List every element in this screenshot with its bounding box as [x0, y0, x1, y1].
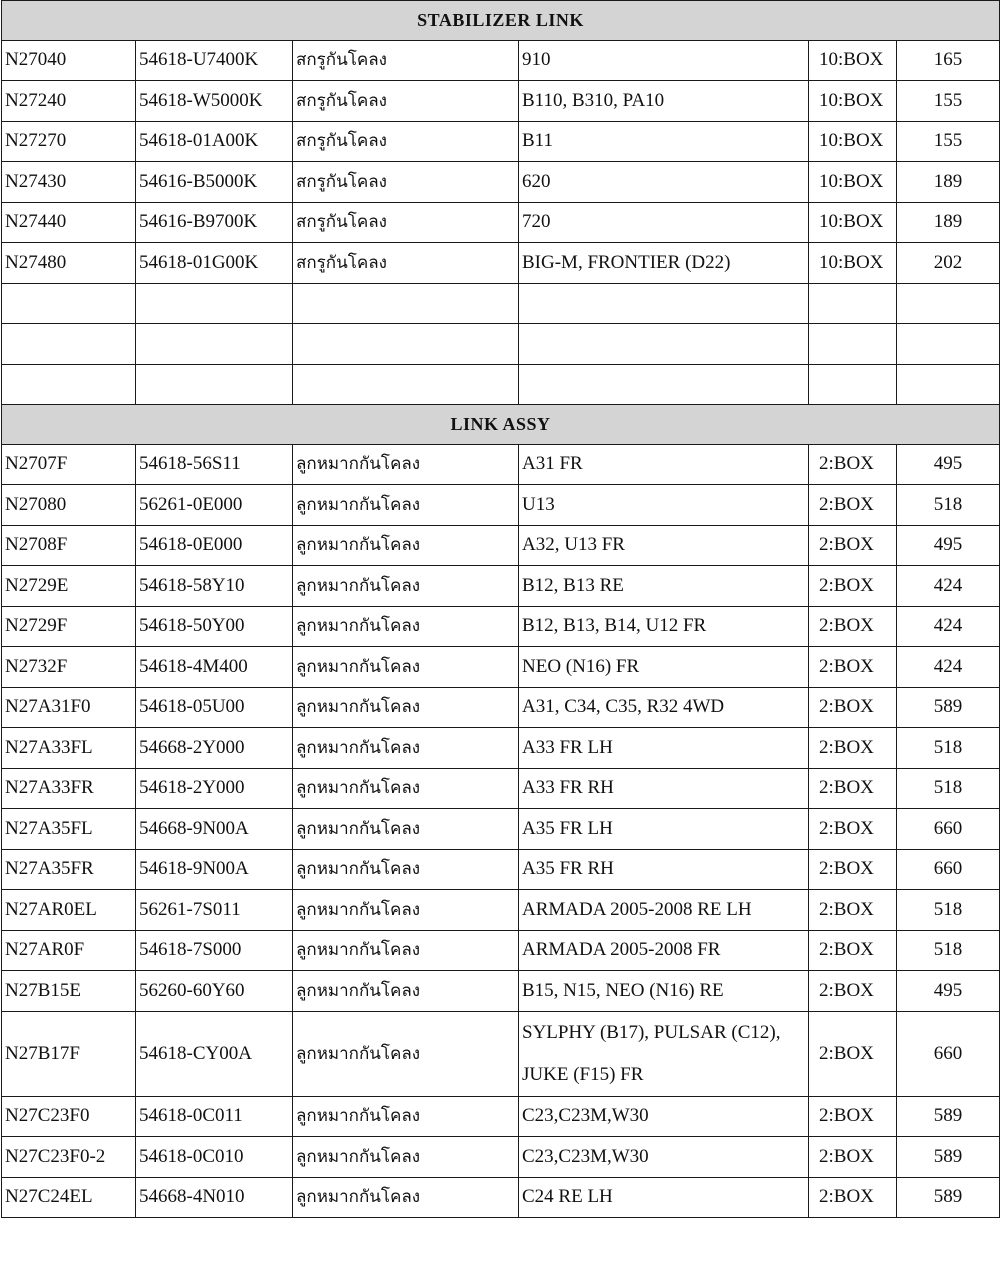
description-cell: ลูกหมากกันโคลง	[293, 687, 519, 728]
pack-unit-cell: 2:BOX	[809, 890, 897, 931]
part-number-cell	[136, 364, 293, 405]
pack-unit-cell: 2:BOX	[809, 1137, 897, 1178]
description-cell: สกรูกันโคลง	[293, 40, 519, 81]
price-cell: 589	[897, 687, 1000, 728]
part-code-cell: N27080	[2, 485, 136, 526]
model-cell: B15, N15, NEO (N16) RE	[519, 971, 809, 1012]
part-number-cell: 54618-01A00K	[136, 121, 293, 162]
model-cell: C23,C23M,W30	[519, 1137, 809, 1178]
pack-unit-cell: 2:BOX	[809, 485, 897, 526]
description-cell	[293, 364, 519, 405]
description-cell	[293, 283, 519, 324]
part-number-cell: 54618-CY00A	[136, 1011, 293, 1096]
description-cell: สกรูกันโคลง	[293, 162, 519, 203]
description-cell: ลูกหมากกันโคลง	[293, 606, 519, 647]
table-row	[2, 890, 1000, 931]
part-number-cell: 56261-0E000	[136, 485, 293, 526]
pack-unit-cell: 10:BOX	[809, 81, 897, 122]
model-cell: SYLPHY (B17), PULSAR (C12), JUKE (F15) FR	[519, 1011, 809, 1096]
price-cell	[897, 283, 1000, 324]
part-code-cell	[2, 283, 136, 324]
part-number-cell: 54618-0C011	[136, 1096, 293, 1137]
pack-unit-cell: 2:BOX	[809, 1011, 897, 1096]
part-number-cell: 54618-9N00A	[136, 849, 293, 890]
price-cell: 495	[897, 971, 1000, 1012]
model-cell: A33 FR RH	[519, 768, 809, 809]
table-row	[2, 849, 1000, 890]
table-row	[2, 243, 1000, 284]
description-cell: ลูกหมากกันโคลง	[293, 1011, 519, 1096]
part-code-cell: N27480	[2, 243, 136, 284]
part-number-cell: 54618-4M400	[136, 647, 293, 688]
model-cell: A33 FR LH	[519, 728, 809, 769]
section-title: LINK ASSY	[2, 405, 1000, 445]
model-cell: C24 RE LH	[519, 1177, 809, 1218]
pack-unit-cell: 2:BOX	[809, 525, 897, 566]
table-row	[2, 1137, 1000, 1178]
part-number-cell: 54618-50Y00	[136, 606, 293, 647]
part-code-cell: N27A35FL	[2, 809, 136, 850]
price-cell: 660	[897, 809, 1000, 850]
description-cell: ลูกหมากกันโคลง	[293, 890, 519, 931]
price-cell: 518	[897, 930, 1000, 971]
price-cell: 155	[897, 121, 1000, 162]
pack-unit-cell: 2:BOX	[809, 809, 897, 850]
part-code-cell: N27270	[2, 121, 136, 162]
model-cell: NEO (N16) FR	[519, 647, 809, 688]
part-number-cell	[136, 283, 293, 324]
description-cell: ลูกหมากกันโคลง	[293, 768, 519, 809]
part-code-cell: N27B17F	[2, 1011, 136, 1096]
table-row	[2, 768, 1000, 809]
part-number-cell: 54616-B9700K	[136, 202, 293, 243]
part-number-cell: 54668-9N00A	[136, 809, 293, 850]
table-row	[2, 81, 1000, 122]
description-cell: ลูกหมากกันโคลง	[293, 525, 519, 566]
part-number-cell: 54668-2Y000	[136, 728, 293, 769]
table-row	[2, 687, 1000, 728]
part-code-cell: N2729F	[2, 606, 136, 647]
part-number-cell: 54618-58Y10	[136, 566, 293, 607]
description-cell: ลูกหมากกันโคลง	[293, 809, 519, 850]
part-number-cell: 54616-B5000K	[136, 162, 293, 203]
description-cell: สกรูกันโคลง	[293, 81, 519, 122]
price-cell: 424	[897, 647, 1000, 688]
part-code-cell: N27B15E	[2, 971, 136, 1012]
price-cell: 495	[897, 444, 1000, 485]
price-cell	[897, 364, 1000, 405]
table-row	[2, 809, 1000, 850]
pack-unit-cell: 2:BOX	[809, 687, 897, 728]
description-cell	[293, 324, 519, 365]
pack-unit-cell: 2:BOX	[809, 566, 897, 607]
table-row	[2, 444, 1000, 485]
description-cell: สกรูกันโคลง	[293, 121, 519, 162]
pack-unit-cell: 2:BOX	[809, 444, 897, 485]
table-row	[2, 1011, 1000, 1096]
description-cell: ลูกหมากกันโคลง	[293, 647, 519, 688]
model-cell: A35 FR RH	[519, 849, 809, 890]
parts-price-table	[1, 0, 1000, 1218]
pack-unit-cell: 2:BOX	[809, 728, 897, 769]
pack-unit-cell: 2:BOX	[809, 849, 897, 890]
pack-unit-cell: 10:BOX	[809, 121, 897, 162]
pack-unit-cell: 10:BOX	[809, 243, 897, 284]
parts-table-body	[2, 1, 1000, 1218]
table-row	[2, 647, 1000, 688]
part-number-cell	[136, 324, 293, 365]
price-cell: 202	[897, 243, 1000, 284]
table-row	[2, 485, 1000, 526]
description-cell: ลูกหมากกันโคลง	[293, 728, 519, 769]
price-cell: 660	[897, 849, 1000, 890]
model-cell: 910	[519, 40, 809, 81]
part-number-cell: 56261-7S011	[136, 890, 293, 931]
description-cell: ลูกหมากกันโคลง	[293, 1096, 519, 1137]
part-code-cell: N2732F	[2, 647, 136, 688]
table-row	[2, 162, 1000, 203]
part-code-cell	[2, 364, 136, 405]
part-code-cell: N27AR0EL	[2, 890, 136, 931]
model-cell	[519, 324, 809, 365]
table-row	[2, 930, 1000, 971]
model-cell: A32, U13 FR	[519, 525, 809, 566]
model-cell: B12, B13 RE	[519, 566, 809, 607]
model-cell: U13	[519, 485, 809, 526]
price-cell: 424	[897, 606, 1000, 647]
part-code-cell: N27A33FL	[2, 728, 136, 769]
part-number-cell: 54618-0C010	[136, 1137, 293, 1178]
part-code-cell	[2, 324, 136, 365]
pack-unit-cell	[809, 364, 897, 405]
part-number-cell: 54618-U7400K	[136, 40, 293, 81]
part-number-cell: 54618-2Y000	[136, 768, 293, 809]
model-cell: ARMADA 2005-2008 FR	[519, 930, 809, 971]
model-cell: B12, B13, B14, U12 FR	[519, 606, 809, 647]
section-header-row	[2, 405, 1000, 445]
model-cell: A31 FR	[519, 444, 809, 485]
section-title: STABILIZER LINK	[2, 1, 1000, 41]
price-cell: 589	[897, 1096, 1000, 1137]
description-cell: สกรูกันโคลง	[293, 243, 519, 284]
pack-unit-cell: 10:BOX	[809, 202, 897, 243]
part-number-cell: 54618-01G00K	[136, 243, 293, 284]
table-row	[2, 364, 1000, 405]
pack-unit-cell: 2:BOX	[809, 930, 897, 971]
pack-unit-cell	[809, 283, 897, 324]
part-code-cell: N2708F	[2, 525, 136, 566]
model-cell: C23,C23M,W30	[519, 1096, 809, 1137]
part-code-cell: N27C23F0-2	[2, 1137, 136, 1178]
price-cell: 589	[897, 1137, 1000, 1178]
model-cell	[519, 283, 809, 324]
price-cell: 424	[897, 566, 1000, 607]
table-row	[2, 40, 1000, 81]
part-code-cell: N27040	[2, 40, 136, 81]
part-code-cell: N2707F	[2, 444, 136, 485]
description-cell: ลูกหมากกันโคลง	[293, 485, 519, 526]
model-cell: 720	[519, 202, 809, 243]
part-code-cell: N27440	[2, 202, 136, 243]
part-number-cell: 54618-W5000K	[136, 81, 293, 122]
pack-unit-cell: 2:BOX	[809, 971, 897, 1012]
table-row	[2, 606, 1000, 647]
pack-unit-cell: 2:BOX	[809, 1177, 897, 1218]
part-code-cell: N27430	[2, 162, 136, 203]
pack-unit-cell: 2:BOX	[809, 1096, 897, 1137]
part-code-cell: N27240	[2, 81, 136, 122]
price-cell: 495	[897, 525, 1000, 566]
part-code-cell: N27AR0F	[2, 930, 136, 971]
model-cell: 620	[519, 162, 809, 203]
model-cell: A35 FR LH	[519, 809, 809, 850]
table-row	[2, 525, 1000, 566]
model-cell: BIG-M, FRONTIER (D22)	[519, 243, 809, 284]
pack-unit-cell	[809, 324, 897, 365]
price-cell: 189	[897, 162, 1000, 203]
part-code-cell: N27A35FR	[2, 849, 136, 890]
price-cell	[897, 324, 1000, 365]
price-cell: 518	[897, 485, 1000, 526]
part-number-cell: 56260-60Y60	[136, 971, 293, 1012]
price-cell: 189	[897, 202, 1000, 243]
description-cell: ลูกหมากกันโคลง	[293, 1177, 519, 1218]
description-cell: ลูกหมากกันโคลง	[293, 971, 519, 1012]
part-code-cell: N27A31F0	[2, 687, 136, 728]
model-cell: B110, B310, PA10	[519, 81, 809, 122]
description-cell: สกรูกันโคลง	[293, 202, 519, 243]
table-row	[2, 121, 1000, 162]
part-code-cell: N27C23F0	[2, 1096, 136, 1137]
description-cell: ลูกหมากกันโคลง	[293, 1137, 519, 1178]
table-row	[2, 566, 1000, 607]
description-cell: ลูกหมากกันโคลง	[293, 930, 519, 971]
table-row	[2, 728, 1000, 769]
model-cell: ARMADA 2005-2008 RE LH	[519, 890, 809, 931]
table-row	[2, 1177, 1000, 1218]
model-cell	[519, 364, 809, 405]
part-number-cell: 54618-7S000	[136, 930, 293, 971]
pack-unit-cell: 10:BOX	[809, 162, 897, 203]
table-row	[2, 283, 1000, 324]
part-number-cell: 54618-0E000	[136, 525, 293, 566]
description-cell: ลูกหมากกันโคลง	[293, 444, 519, 485]
model-cell: B11	[519, 121, 809, 162]
pack-unit-cell: 2:BOX	[809, 768, 897, 809]
part-number-cell: 54618-05U00	[136, 687, 293, 728]
part-code-cell: N27C24EL	[2, 1177, 136, 1218]
pack-unit-cell: 2:BOX	[809, 647, 897, 688]
part-number-cell: 54618-56S11	[136, 444, 293, 485]
table-row	[2, 1096, 1000, 1137]
part-code-cell: N2729E	[2, 566, 136, 607]
price-cell: 518	[897, 728, 1000, 769]
part-number-cell: 54668-4N010	[136, 1177, 293, 1218]
table-row	[2, 324, 1000, 365]
price-cell: 589	[897, 1177, 1000, 1218]
price-cell: 155	[897, 81, 1000, 122]
description-cell: ลูกหมากกันโคลง	[293, 566, 519, 607]
price-cell: 165	[897, 40, 1000, 81]
price-cell: 660	[897, 1011, 1000, 1096]
table-row	[2, 202, 1000, 243]
pack-unit-cell: 2:BOX	[809, 606, 897, 647]
part-code-cell: N27A33FR	[2, 768, 136, 809]
model-cell: A31, C34, C35, R32 4WD	[519, 687, 809, 728]
price-cell: 518	[897, 768, 1000, 809]
pack-unit-cell: 10:BOX	[809, 40, 897, 81]
description-cell: ลูกหมากกันโคลง	[293, 849, 519, 890]
section-header-row	[2, 1, 1000, 41]
table-row	[2, 971, 1000, 1012]
price-cell: 518	[897, 890, 1000, 931]
